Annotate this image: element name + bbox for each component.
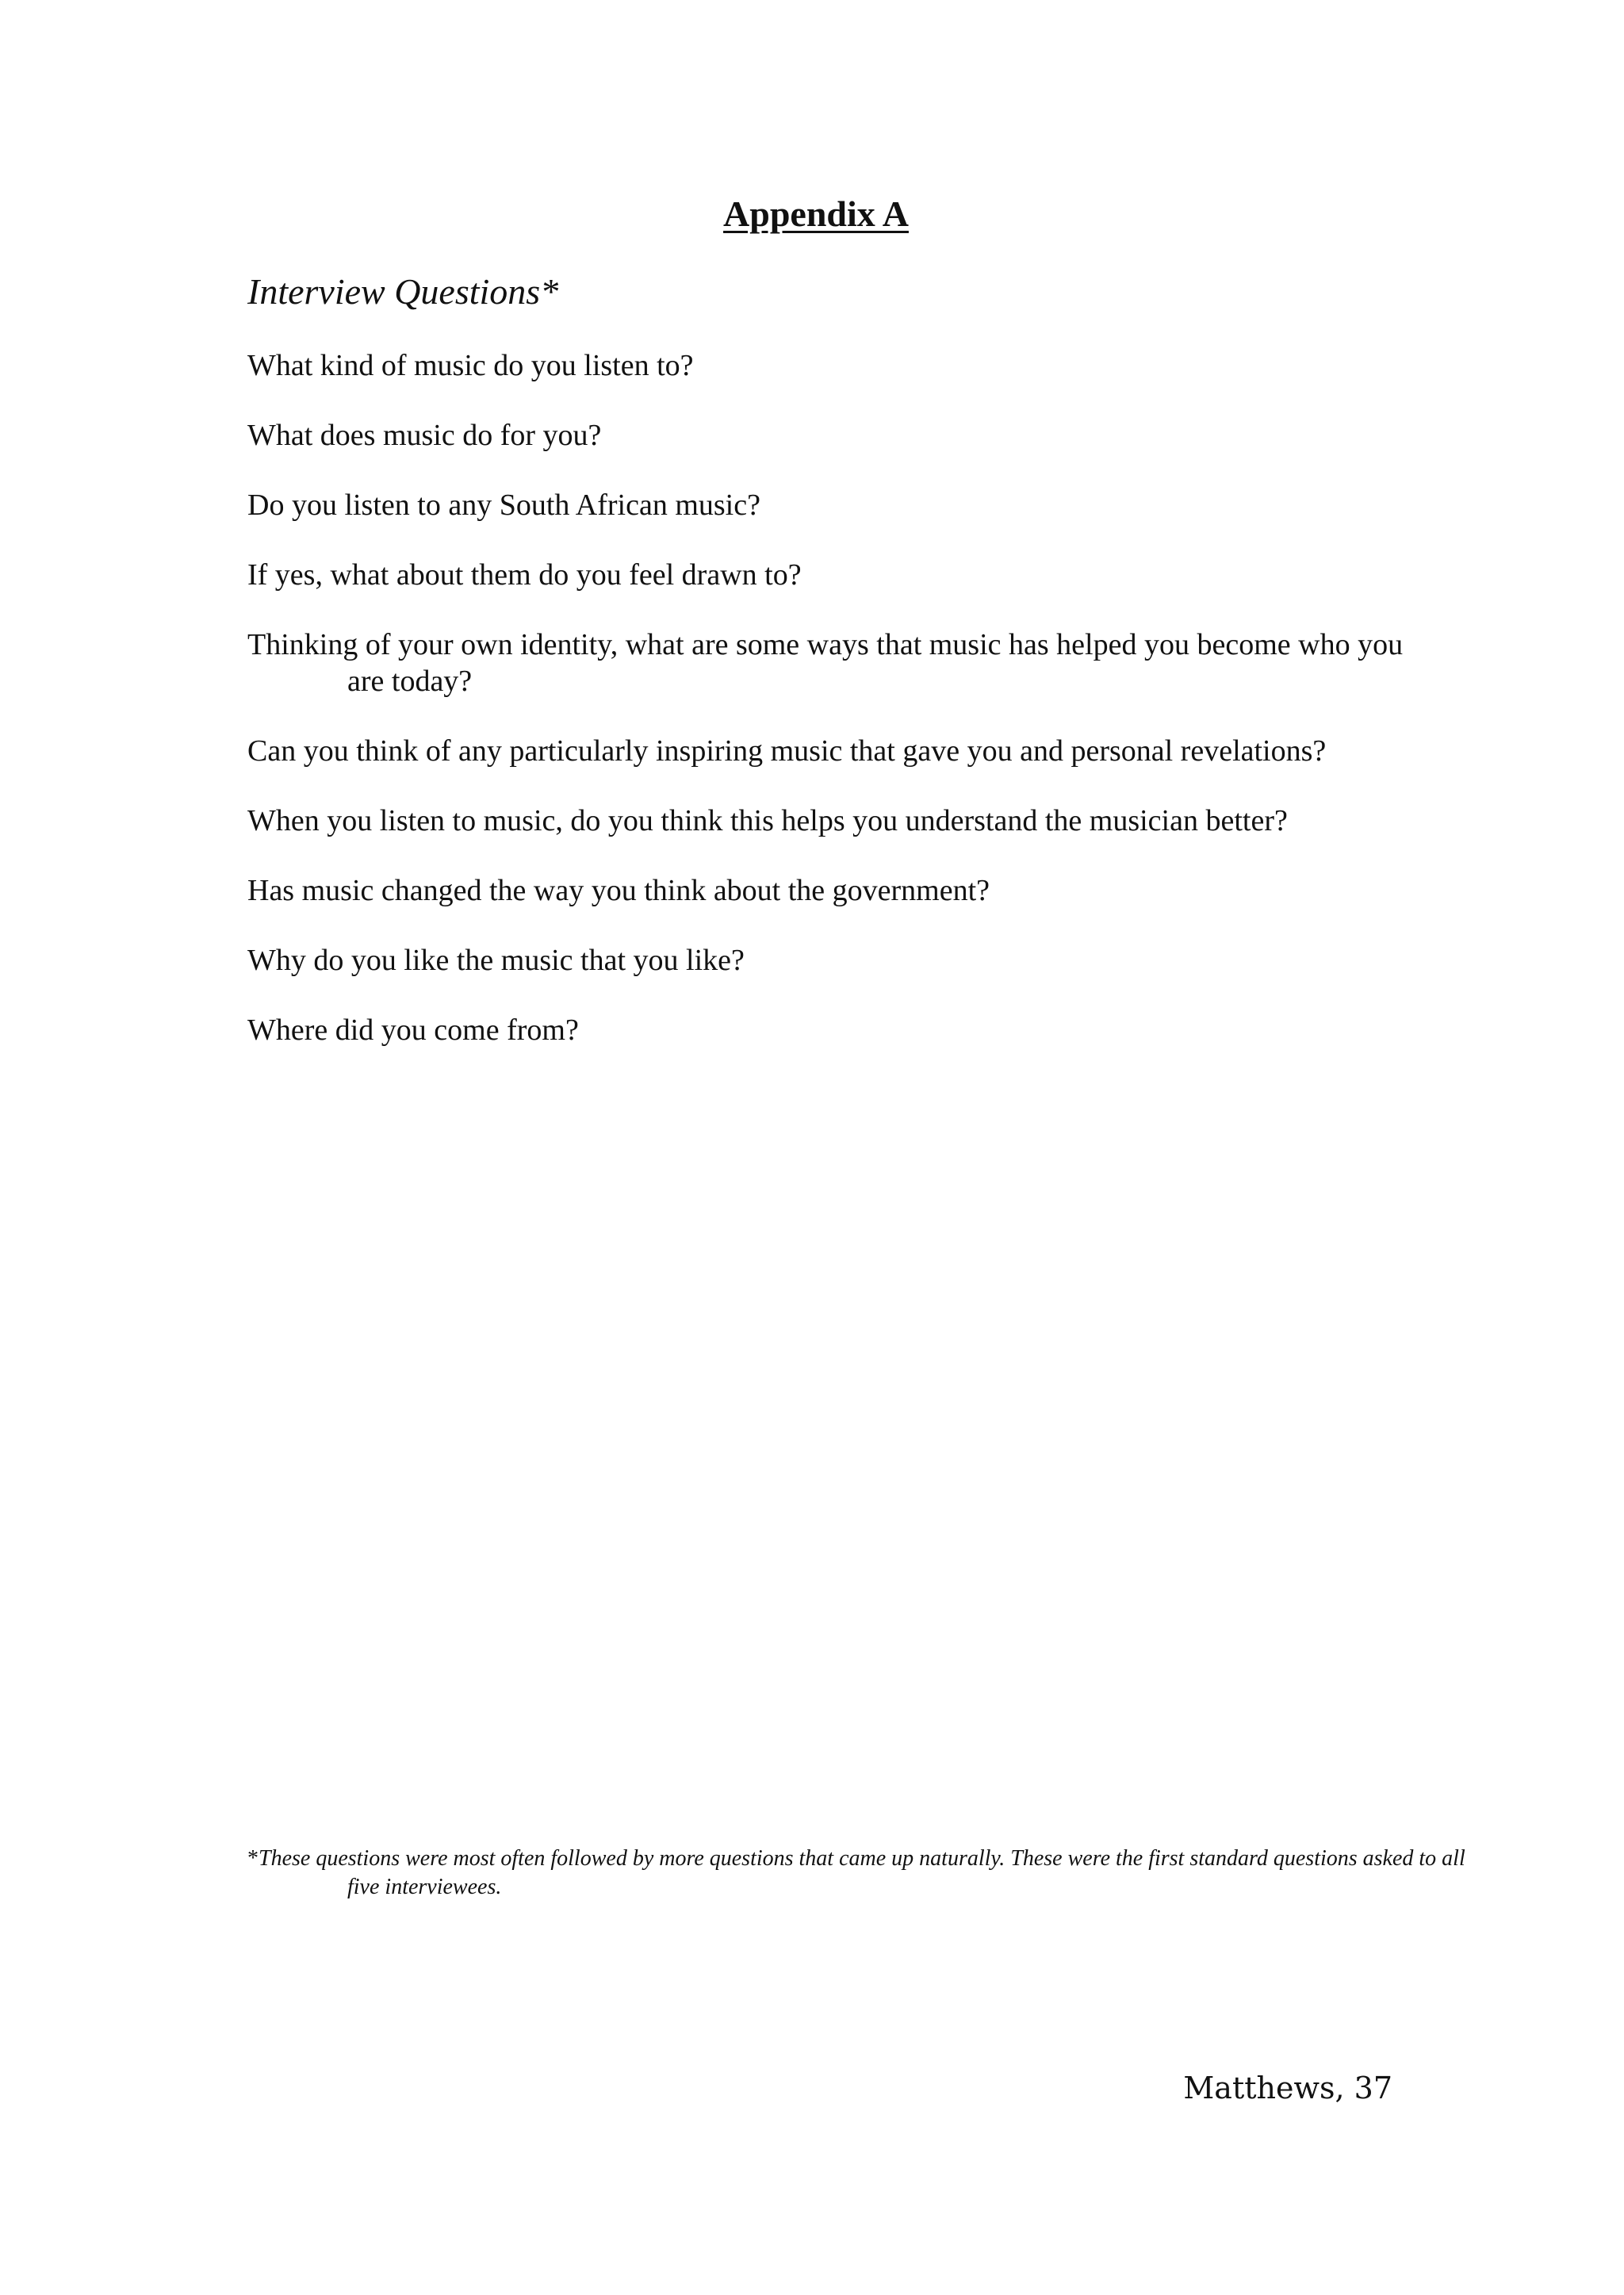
question-item: What does music do for you? <box>247 419 602 452</box>
footnote <box>247 1845 1473 1902</box>
question-item: Where did you come from? <box>247 1013 579 1047</box>
question-item: If yes, what about them do you feel drawn to? <box>247 558 802 592</box>
question-list <box>247 347 1405 1082</box>
section-subtitle: Interview Questions* <box>247 271 559 312</box>
page-number: Matthews, 37 <box>1183 2071 1392 2105</box>
appendix-title: Appendix A <box>723 193 909 234</box>
question-item: Do you listen to any South African music? <box>247 489 760 522</box>
question-item: Thinking of your own identity, what are some ways that music has helped you become who you are today? <box>247 628 1404 698</box>
question-item: What kind of music do you listen to? <box>247 349 694 382</box>
footnote-mark: * <box>247 1846 259 1871</box>
question-item: When you listen to music, do you think this helps you understand the musician better? <box>247 804 1288 837</box>
footnote-text: These questions were most often followed by more questions that came up naturally. These were the first standard questions asked to all five interviewees. <box>259 1846 1465 1899</box>
question-item: Has music changed the way you think about the government? <box>247 874 990 907</box>
question-item: Can you think of any particularly inspiring music that gave you and personal revelations? <box>247 734 1327 768</box>
question-item: Why do you like the music that you like? <box>247 944 745 977</box>
